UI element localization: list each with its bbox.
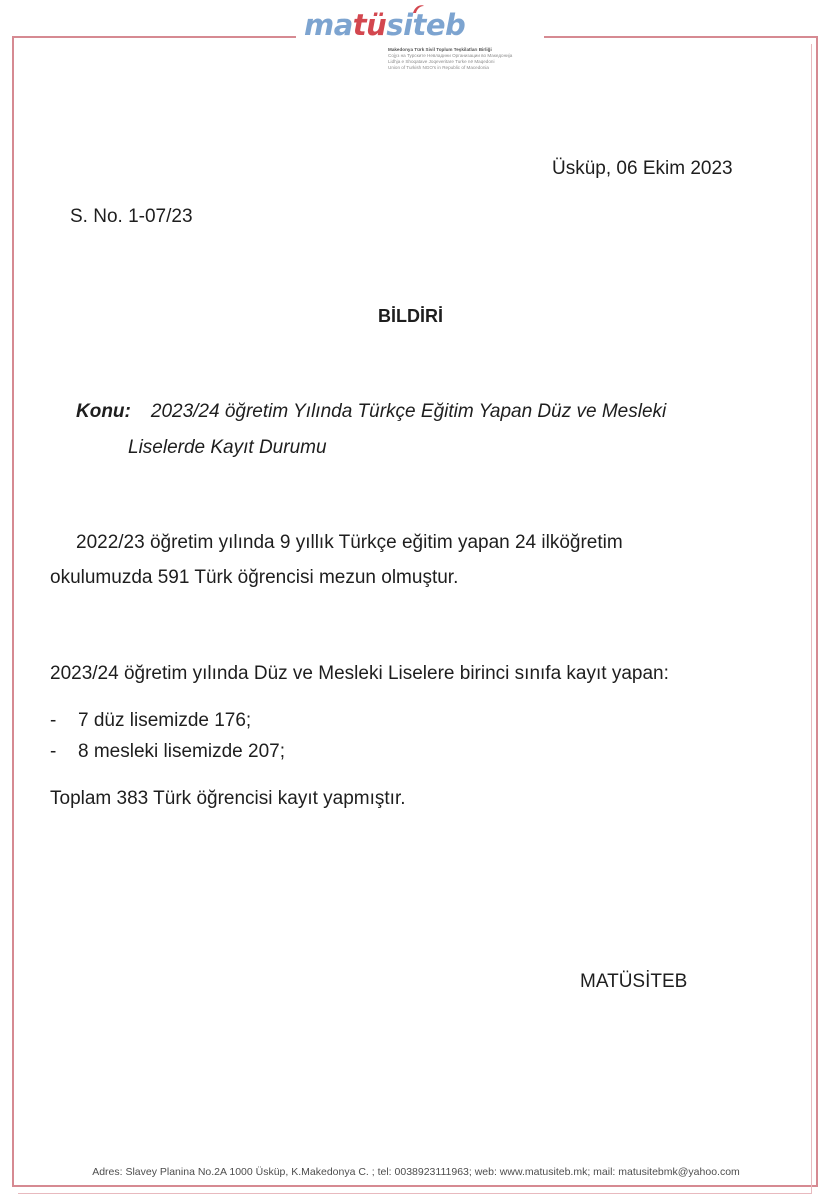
- footer-contact: Adres: Slavey Planina No.2A 1000 Üsküp, K.Makedonya C. ; tel: 0038923111963; web: www.matusiteb.mk; mail: matusitebmk@yahoo.com: [92, 1166, 740, 1178]
- subject-label: Konu:: [76, 401, 131, 422]
- logo-wordmark: [304, 8, 465, 42]
- logo-line-3: Lidhja e Shoqatave Joqeveritare Turke në Maqedoni: [388, 59, 495, 64]
- logo-wordmark-start: ma: [304, 8, 353, 42]
- logo-wordmark-accent: tü: [352, 8, 387, 42]
- paragraph-1-line-2: okulumuzda 591 Türk öğrencisi mezun olmuştur.: [50, 567, 459, 588]
- document-title: BİLDİRİ: [378, 306, 443, 326]
- logo-line-1: Makedonya Türk Sivil Toplum Teşkilatları Birliği: [388, 47, 492, 52]
- list-item: 8 mesleki lisemizde 207;: [78, 741, 285, 762]
- subject-line-2: Liselerde Kayıt Durumu: [128, 437, 327, 458]
- list-item: 7 düz lisemizde 176;: [78, 710, 252, 731]
- subject-text-1: 2023/24 öğretim Yılında Türkçe Eğitim Yapan Düz ve Mesleki: [150, 401, 667, 422]
- organization-logo: [296, 4, 544, 76]
- paragraph-1-line-1: 2022/23 öğretim yılında 9 yıllık Türkçe eğitim yapan 24 ilköğretim: [76, 532, 623, 553]
- paragraph-2-intro: 2023/24 öğretim yılında Düz ve Mesleki Liselere birinci sınıfa kayıt yapan:: [50, 663, 669, 684]
- document-date: Üsküp, 06 Ekim 2023: [552, 158, 733, 179]
- total-line: Toplam 383 Türk öğrencisi kayıt yapmıştır.: [50, 788, 406, 809]
- list-item-marker: -: [50, 741, 57, 762]
- logo-wordmark-end: siteb: [386, 8, 466, 42]
- signature: MATÜSİTEB: [580, 971, 688, 992]
- logo-line-4: Union of Turkish NGO's in Republic of Macedonia: [388, 65, 489, 70]
- logo-star-icon: [411, 4, 425, 18]
- subject-line-1: [76, 400, 666, 424]
- list-item-marker: -: [50, 710, 57, 731]
- reference-number: S. No. 1-07/23: [70, 206, 193, 227]
- logo-line-2: Сојуз на Турските Невладини Организации во Македонија: [388, 53, 513, 58]
